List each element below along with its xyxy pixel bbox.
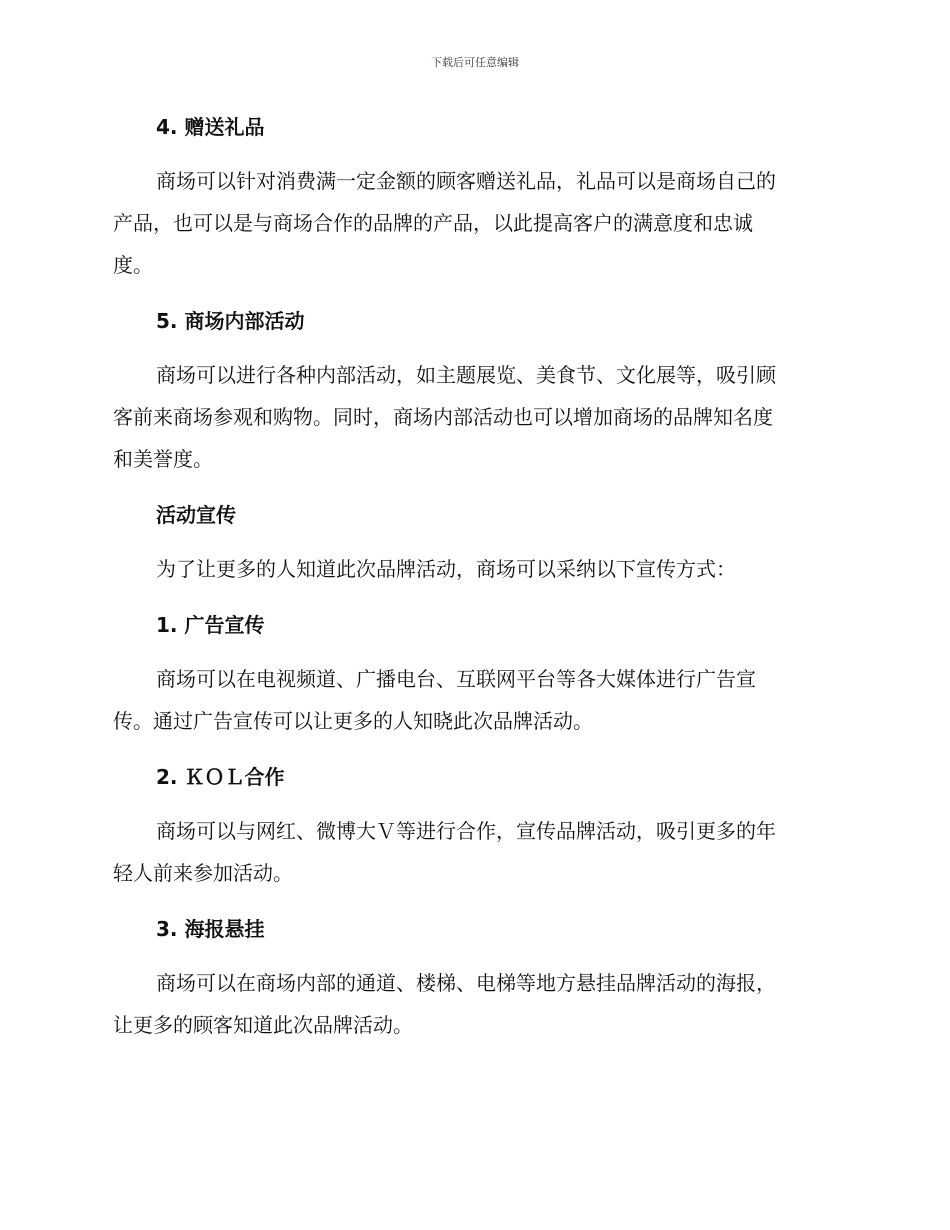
paragraph (113, 354, 833, 480)
paragraph-line: 产品，也可以是与商场合作的品牌的产品，以此提高客户的满意度和忠诚 (113, 211, 753, 235)
section-posters (113, 911, 833, 1046)
paragraph-line: 让更多的顾客知道此次品牌活动。 (113, 1013, 413, 1037)
section-gift (113, 109, 833, 286)
paragraph-line: 商场可以与网红、微博大Ｖ等进行合作，宣传品牌活动，吸引更多的年 (156, 819, 776, 843)
section-heading: 1. 广告宣传 (156, 613, 265, 637)
section-kol (113, 759, 833, 894)
paragraph (113, 548, 833, 590)
paragraph (113, 962, 833, 1046)
document-body (113, 109, 833, 1046)
paragraph-line: 轻人前来参加活动。 (113, 861, 293, 885)
paragraph-line: 商场可以在商场内部的通道、楼梯、电梯等地方悬挂品牌活动的海报， (156, 971, 776, 995)
section-advertising (113, 607, 833, 742)
paragraph-line: 和美誉度。 (113, 447, 213, 471)
section-promotion (113, 497, 833, 590)
paragraph-line: 为了让更多的人知道此次品牌活动，商场可以采纳以下宣传方式： (156, 557, 736, 581)
section-heading: 活动宣传 (156, 503, 236, 527)
section-heading: 5. 商场内部活动 (156, 309, 305, 333)
section-heading: 3. 海报悬挂 (156, 917, 265, 941)
paragraph (113, 160, 833, 286)
page-header-note: 下载后可任意编辑 (431, 56, 519, 69)
paragraph-line: 商场可以针对消费满一定金额的顾客赠送礼品，礼品可以是商场自己的 (156, 169, 776, 193)
section-internal-activities (113, 303, 833, 480)
paragraph-line: 商场可以进行各种内部活动，如主题展览、美食节、文化展等，吸引顾 (156, 363, 776, 387)
section-heading: 4. 赠送礼品 (156, 115, 265, 139)
paragraph-line: 传。通过广告宣传可以让更多的人知晓此次品牌活动。 (113, 709, 593, 733)
paragraph (113, 810, 833, 894)
paragraph-line: 客前来商场参观和购物。同时，商场内部活动也可以增加商场的品牌知名度 (113, 405, 773, 429)
paragraph-line: 商场可以在电视频道、广播电台、互联网平台等各大媒体进行广告宣 (156, 667, 756, 691)
paragraph (113, 658, 833, 742)
section-heading: 2. ＫＯＬ合作 (156, 765, 285, 789)
paragraph-line: 度。 (113, 253, 153, 277)
